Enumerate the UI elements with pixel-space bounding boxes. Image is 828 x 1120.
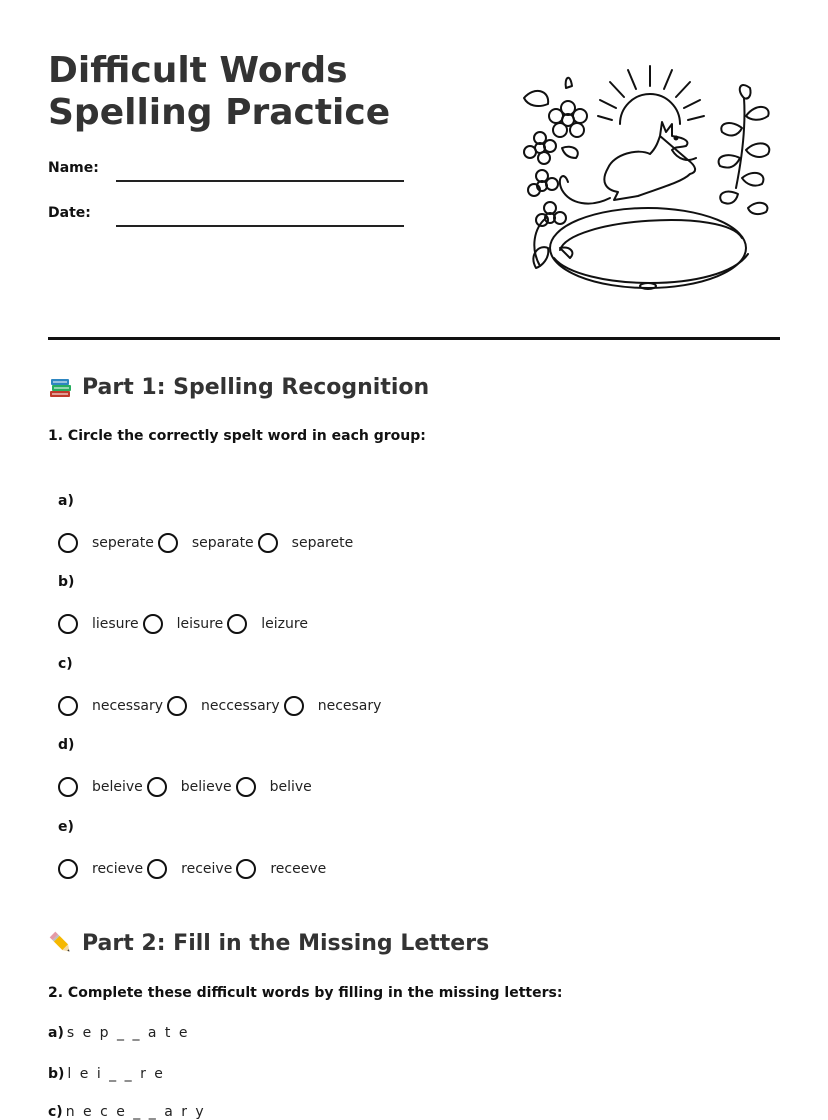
part2-title: Part 2: Fill in the Missing Letters bbox=[82, 930, 490, 956]
radio-circle[interactable] bbox=[58, 614, 78, 634]
group-a-options bbox=[58, 531, 357, 555]
option-label: liesure bbox=[92, 616, 139, 632]
option-b-1[interactable] bbox=[58, 614, 143, 634]
part1-heading bbox=[48, 374, 429, 400]
radio-circle[interactable] bbox=[258, 533, 278, 553]
group-d-options bbox=[58, 775, 316, 799]
pencil-icon bbox=[48, 930, 74, 956]
option-c-1[interactable] bbox=[58, 696, 167, 716]
part2-heading bbox=[48, 930, 489, 956]
fill-item-a bbox=[48, 1025, 190, 1041]
option-label: beleive bbox=[92, 779, 143, 795]
date-line[interactable] bbox=[116, 225, 404, 227]
name-line[interactable] bbox=[116, 180, 404, 182]
option-a-2[interactable] bbox=[158, 533, 258, 553]
group-letter-d: d) bbox=[58, 737, 75, 753]
group-letter-e: e) bbox=[58, 819, 74, 835]
option-a-1[interactable] bbox=[58, 533, 158, 553]
fill-word: n e c e _ _ a r y bbox=[65, 1104, 206, 1120]
date-label: Date: bbox=[48, 205, 91, 221]
option-label: recieve bbox=[92, 861, 144, 877]
option-e-3[interactable] bbox=[236, 859, 330, 879]
radio-circle[interactable] bbox=[58, 859, 78, 879]
option-d-3[interactable] bbox=[236, 777, 316, 797]
fill-word: s e p _ _ a t e bbox=[66, 1025, 190, 1041]
fill-letter: c) bbox=[48, 1104, 63, 1120]
option-d-1[interactable] bbox=[58, 777, 147, 797]
part2-instruction: 2. Complete these difficult words by filling in the missing letters: bbox=[48, 985, 563, 1001]
fill-letter: b) bbox=[48, 1066, 65, 1082]
option-label: receeve bbox=[270, 861, 327, 877]
option-c-2[interactable] bbox=[167, 696, 284, 716]
option-e-2[interactable] bbox=[147, 859, 236, 879]
group-e-options bbox=[58, 857, 330, 881]
radio-circle[interactable] bbox=[227, 614, 247, 634]
option-label: neccessary bbox=[201, 698, 280, 714]
option-e-1[interactable] bbox=[58, 859, 147, 879]
radio-circle[interactable] bbox=[58, 533, 78, 553]
option-d-2[interactable] bbox=[147, 777, 236, 797]
fill-item-b bbox=[48, 1066, 165, 1082]
option-label: necesary bbox=[317, 698, 382, 714]
group-c-options bbox=[58, 694, 385, 718]
radio-circle[interactable] bbox=[236, 859, 256, 879]
option-c-3[interactable] bbox=[284, 696, 386, 716]
option-b-3[interactable] bbox=[227, 614, 312, 634]
radio-circle[interactable] bbox=[284, 696, 304, 716]
option-label: necessary bbox=[92, 698, 164, 714]
name-field bbox=[48, 160, 408, 184]
part1-instruction: 1. Circle the correctly spelt word in each group: bbox=[48, 428, 426, 444]
group-letter-a: a) bbox=[58, 493, 74, 509]
option-label: believe bbox=[180, 779, 232, 795]
radio-circle[interactable] bbox=[147, 777, 167, 797]
radio-circle[interactable] bbox=[58, 777, 78, 797]
books-icon bbox=[48, 374, 74, 400]
option-b-2[interactable] bbox=[143, 614, 228, 634]
option-label: seperate bbox=[92, 535, 154, 551]
option-label: separete bbox=[291, 535, 354, 551]
group-b-options bbox=[58, 612, 312, 636]
radio-circle[interactable] bbox=[58, 696, 78, 716]
radio-circle[interactable] bbox=[143, 614, 163, 634]
option-a-3[interactable] bbox=[258, 533, 358, 553]
page-title: Difficult Words Spelling Practice bbox=[48, 50, 391, 133]
section-divider bbox=[48, 337, 780, 340]
kangaroo-illustration bbox=[510, 58, 778, 296]
fill-word: l e i _ _ r e bbox=[67, 1066, 165, 1082]
option-label: receive bbox=[181, 861, 233, 877]
option-label: leizure bbox=[261, 616, 308, 632]
radio-circle[interactable] bbox=[236, 777, 256, 797]
option-label: belive bbox=[269, 779, 312, 795]
option-label: leisure bbox=[176, 616, 224, 632]
group-letter-b: b) bbox=[58, 574, 75, 590]
name-label: Name: bbox=[48, 160, 99, 176]
fill-letter: a) bbox=[48, 1025, 64, 1041]
radio-circle[interactable] bbox=[158, 533, 178, 553]
radio-circle[interactable] bbox=[147, 859, 167, 879]
part1-title: Part 1: Spelling Recognition bbox=[82, 374, 430, 400]
option-label: separate bbox=[191, 535, 254, 551]
group-letter-c: c) bbox=[58, 656, 73, 672]
date-field bbox=[48, 205, 408, 229]
radio-circle[interactable] bbox=[167, 696, 187, 716]
